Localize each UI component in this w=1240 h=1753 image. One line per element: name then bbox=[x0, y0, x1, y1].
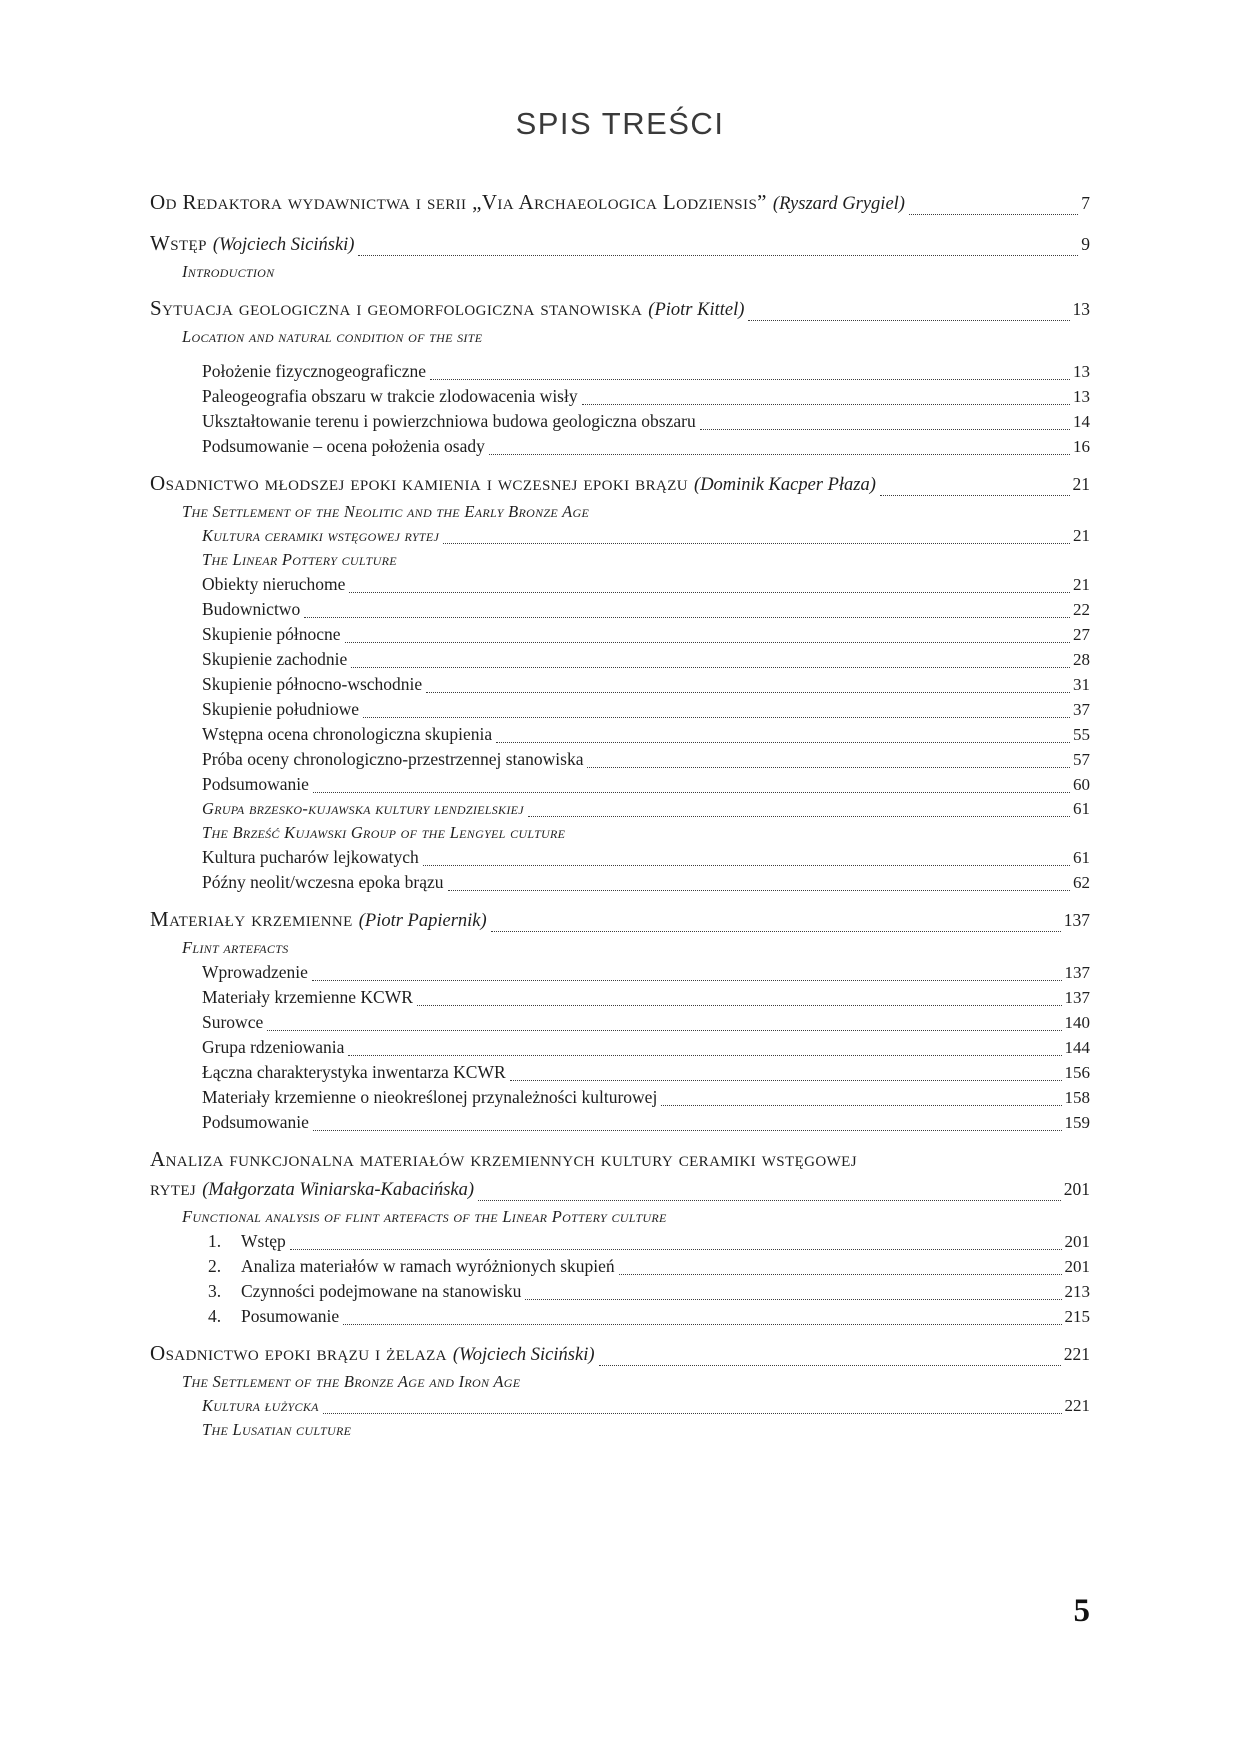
toc-entry-page: 55 bbox=[1073, 725, 1090, 744]
toc-entry-title: Analiza funkcjonalna materiałów krzemiennych kultury ceramiki wstęgowej bbox=[150, 1147, 857, 1171]
toc-entry bbox=[150, 870, 1090, 895]
toc-entry bbox=[150, 1304, 1090, 1329]
dot-leader bbox=[582, 404, 1070, 405]
toc-entry-page: 21 bbox=[1073, 526, 1090, 545]
toc-entry bbox=[150, 697, 1090, 722]
toc-entry-author: (Dominik Kacper Płaza) bbox=[694, 475, 876, 495]
dot-leader bbox=[448, 890, 1070, 891]
dot-leader bbox=[426, 692, 1070, 693]
dot-leader bbox=[351, 667, 1070, 668]
dot-leader bbox=[312, 980, 1062, 981]
toc-entry-page: 21 bbox=[1072, 474, 1090, 494]
toc-entry bbox=[150, 1035, 1090, 1060]
toc-entry-page: 213 bbox=[1064, 1282, 1090, 1301]
dot-leader bbox=[528, 816, 1070, 817]
toc-entry-title: Czynności podejmowane na stanowisku bbox=[241, 1281, 522, 1301]
toc-entry-title: Osadnictwo młodszej epoki kamienia i wczesnej epoki brązu bbox=[150, 471, 689, 495]
toc-entry bbox=[150, 722, 1090, 747]
toc-entry-title: Posumowanie bbox=[241, 1306, 340, 1326]
toc-entry-page: 21 bbox=[1073, 575, 1090, 594]
dot-leader bbox=[343, 1324, 1061, 1325]
toc-entry-page: 61 bbox=[1073, 848, 1090, 867]
toc-entry bbox=[150, 797, 1090, 821]
toc-entry bbox=[150, 384, 1090, 409]
toc-entry-page: 201 bbox=[1063, 1179, 1090, 1199]
dot-leader bbox=[304, 617, 1070, 618]
dot-leader bbox=[267, 1030, 1061, 1031]
toc-entry-title: Wstęp bbox=[241, 1231, 286, 1251]
toc-entry bbox=[150, 1229, 1090, 1254]
toc-entry bbox=[150, 905, 1090, 936]
toc-entry-title: Sytuacja geologiczna i geomorfologiczna stanowiska bbox=[150, 296, 643, 320]
toc-entry-title: Wstęp bbox=[150, 231, 207, 255]
toc-entry-page: 14 bbox=[1073, 412, 1090, 431]
dot-leader bbox=[748, 320, 1069, 321]
dot-leader bbox=[430, 379, 1070, 380]
toc-entry-page: 28 bbox=[1073, 650, 1090, 669]
toc-entry-title: Podsumowanie bbox=[202, 1112, 309, 1132]
toc-entry-number: 1. bbox=[208, 1231, 222, 1251]
dot-leader bbox=[443, 543, 1070, 544]
dot-leader bbox=[363, 717, 1070, 718]
toc-entry bbox=[150, 359, 1090, 384]
dot-leader bbox=[417, 1005, 1062, 1006]
toc-entry-page: 13 bbox=[1072, 299, 1090, 319]
dot-leader bbox=[496, 742, 1070, 743]
toc-entry bbox=[150, 1110, 1090, 1135]
toc-entry-title: Wprowadzenie bbox=[202, 962, 308, 982]
toc-entry-page: 7 bbox=[1081, 193, 1090, 213]
toc-entry-title: The Settlement of the Neolitic and the Early Bronze Age bbox=[182, 502, 590, 521]
toc-entry-title: Flint artefacts bbox=[182, 938, 289, 957]
toc-entry-page: 61 bbox=[1073, 799, 1090, 818]
toc-entry-title: Wstępna ocena chronologiczna skupienia bbox=[202, 724, 493, 744]
toc-entry-page: 9 bbox=[1081, 234, 1090, 254]
toc-entry bbox=[150, 409, 1090, 434]
toc-entry-page: 62 bbox=[1073, 873, 1090, 892]
toc-entry bbox=[150, 845, 1090, 870]
toc-entry-page: 144 bbox=[1064, 1038, 1090, 1057]
toc-entry-page: 13 bbox=[1073, 362, 1090, 381]
toc-entry-title: Położenie fizycznogeograficzne bbox=[202, 361, 426, 381]
toc-entry-title: Analiza materiałów w ramach wyróżnionych skupień bbox=[241, 1256, 615, 1276]
toc-entry-title: Próba oceny chronologiczno-przestrzennej stanowiska bbox=[202, 749, 584, 769]
toc-entry-title: The Lusatian culture bbox=[202, 1420, 352, 1439]
toc-entry-page: 201 bbox=[1064, 1232, 1090, 1251]
page-title: SPIS TREŚCI bbox=[515, 106, 725, 141]
dot-leader bbox=[313, 792, 1070, 793]
toc-entry-title: Introduction bbox=[182, 262, 275, 281]
toc-entry-author: (Piotr Kittel) bbox=[648, 300, 745, 320]
toc-entry-page: 140 bbox=[1064, 1013, 1090, 1032]
dot-leader bbox=[423, 865, 1070, 866]
dot-leader bbox=[349, 592, 1070, 593]
toc-entry-title: rytej bbox=[150, 1176, 197, 1200]
toc-entry bbox=[150, 1279, 1090, 1304]
dot-leader bbox=[700, 429, 1070, 430]
toc-entry bbox=[150, 1010, 1090, 1035]
dot-leader bbox=[323, 1413, 1062, 1414]
toc-entry-page: 57 bbox=[1073, 750, 1090, 769]
toc-entry-page: 22 bbox=[1073, 600, 1090, 619]
toc-entry-page: 215 bbox=[1064, 1307, 1090, 1326]
dot-leader bbox=[348, 1055, 1061, 1056]
toc-entry-title: The Settlement of the Bronze Age and Iron Age bbox=[182, 1372, 521, 1391]
toc-entry-title: Późny neolit/wczesna epoka brązu bbox=[202, 872, 444, 892]
toc-entry-page: 158 bbox=[1064, 1088, 1090, 1107]
dot-leader bbox=[909, 214, 1078, 215]
toc-entry bbox=[150, 597, 1090, 622]
toc-entry bbox=[150, 500, 1090, 524]
toc-entry-page: 31 bbox=[1073, 675, 1090, 694]
toc-entry bbox=[150, 548, 1090, 572]
toc-entry-page: 137 bbox=[1064, 988, 1090, 1007]
toc-entry-title: Skupienie zachodnie bbox=[202, 649, 348, 669]
toc-entry bbox=[150, 1145, 1090, 1174]
dot-leader bbox=[599, 1365, 1061, 1366]
toc-entry bbox=[150, 622, 1090, 647]
dot-leader bbox=[489, 454, 1070, 455]
toc-entry-page: 60 bbox=[1073, 775, 1090, 794]
dot-leader bbox=[587, 767, 1070, 768]
toc-entry-title: The Brześć Kujawski Group of the Lengyel culture bbox=[202, 823, 566, 842]
toc-entry bbox=[150, 1418, 1090, 1442]
toc-entry-title: Kultura ceramiki wstęgowej rytej bbox=[202, 526, 440, 545]
dot-leader bbox=[313, 1130, 1062, 1131]
dot-leader bbox=[478, 1200, 1061, 1201]
toc-entry-page: 27 bbox=[1073, 625, 1090, 644]
toc-entry-title: Od Redaktora wydawnictwa i serii „Via Archaeologica Lodziensis” bbox=[150, 190, 767, 214]
toc-entry-page: 221 bbox=[1064, 1396, 1090, 1415]
dot-leader bbox=[619, 1274, 1062, 1275]
toc-entry bbox=[150, 821, 1090, 845]
toc-entry bbox=[150, 1060, 1090, 1085]
toc-entry-page: 13 bbox=[1073, 387, 1090, 406]
toc-entry-title: Surowce bbox=[202, 1012, 264, 1032]
toc-entry bbox=[150, 985, 1090, 1010]
toc-entry bbox=[150, 524, 1090, 548]
toc-entry-title: Skupienie północne bbox=[202, 624, 341, 644]
toc-entry-number: 4. bbox=[208, 1306, 222, 1326]
toc-entry bbox=[150, 1370, 1090, 1394]
toc-entry-title: Kultura łużycka bbox=[202, 1396, 319, 1415]
dot-leader bbox=[510, 1080, 1062, 1081]
toc-entry-number: 2. bbox=[208, 1256, 222, 1276]
toc-entry-title: Materiały krzemienne o nieokreślonej przynależności kulturowej bbox=[202, 1087, 658, 1107]
toc-entry bbox=[150, 1205, 1090, 1229]
toc-entry bbox=[150, 672, 1090, 697]
toc-entry-title: Materiały krzemienne KCWR bbox=[202, 987, 413, 1007]
toc-entry-number: 3. bbox=[208, 1281, 222, 1301]
toc-entry bbox=[150, 960, 1090, 985]
toc-entry-author: (Małgorzata Winiarska-Kabacińska) bbox=[202, 1180, 475, 1200]
toc-entry-title: Grupa brzesko-kujawska kultury lendzielskiej bbox=[202, 799, 524, 818]
toc-entry-title: Grupa rdzeniowania bbox=[202, 1037, 345, 1057]
toc-entry bbox=[150, 294, 1090, 325]
toc-entry-page: 221 bbox=[1063, 1344, 1090, 1364]
dot-leader bbox=[491, 931, 1061, 932]
toc-entry bbox=[150, 1174, 1090, 1205]
toc-entry-title: Obiekty nieruchome bbox=[202, 574, 346, 594]
toc-entry-title: Kultura pucharów lejkowatych bbox=[202, 847, 419, 867]
toc-entry-title: Ukształtowanie terenu i powierzchniowa budowa geologiczna obszaru bbox=[202, 411, 696, 431]
toc-entry-author: (Ryszard Grygiel) bbox=[772, 194, 905, 214]
toc-entry bbox=[150, 772, 1090, 797]
toc-entry-title: Materiały krzemienne bbox=[150, 907, 353, 931]
toc-entry bbox=[150, 936, 1090, 960]
toc-entry-page: 159 bbox=[1064, 1113, 1090, 1132]
toc-entry-title: Paleogeografia obszaru w trakcie zlodowacenia wisły bbox=[202, 386, 578, 406]
toc-entry bbox=[150, 1394, 1090, 1418]
dot-leader bbox=[358, 255, 1078, 256]
dot-leader bbox=[345, 642, 1070, 643]
toc-entry-title: Łączna charakterystyka inwentarza KCWR bbox=[202, 1062, 506, 1082]
toc-entry bbox=[150, 747, 1090, 772]
toc-entry-page: 201 bbox=[1064, 1257, 1090, 1276]
toc-entry-title: Functional analysis of flint artefacts of the Linear Pottery culture bbox=[182, 1207, 667, 1226]
toc-entry-page: 137 bbox=[1063, 910, 1090, 930]
toc-entry-title: Skupienie północno-wschodnie bbox=[202, 674, 423, 694]
toc-entry bbox=[150, 188, 1090, 219]
toc-entry-page: 16 bbox=[1073, 437, 1090, 456]
toc-entry-title: Podsumowanie bbox=[202, 774, 309, 794]
toc-entry-title: Podsumowanie – ocena położenia osady bbox=[202, 436, 485, 456]
toc-entry bbox=[150, 434, 1090, 459]
toc-entry bbox=[150, 647, 1090, 672]
toc-entry bbox=[150, 1339, 1090, 1370]
toc-entry-author: (Wojciech Siciński) bbox=[452, 1345, 595, 1365]
toc-entry-page: 156 bbox=[1064, 1063, 1090, 1082]
dot-leader bbox=[880, 495, 1070, 496]
toc-entry bbox=[150, 572, 1090, 597]
toc-entry-title: Budownictwo bbox=[202, 599, 301, 619]
page-number: 5 bbox=[1073, 1593, 1090, 1629]
toc-entry-author: (Piotr Papiernik) bbox=[358, 911, 487, 931]
toc-entry-page: 137 bbox=[1064, 963, 1090, 982]
toc-entry-title: Location and natural condition of the site bbox=[182, 327, 483, 346]
toc-entry bbox=[150, 1085, 1090, 1110]
toc-entry-author: (Wojciech Siciński) bbox=[212, 235, 355, 255]
toc-entry-title: Skupienie południowe bbox=[202, 699, 359, 719]
toc-entry bbox=[150, 1254, 1090, 1279]
toc-entry-title: The Linear Pottery culture bbox=[202, 550, 397, 569]
toc-entry bbox=[150, 325, 1090, 349]
toc-entry bbox=[150, 260, 1090, 284]
toc-entry-page: 37 bbox=[1073, 700, 1090, 719]
table-of-contents bbox=[150, 188, 1090, 1442]
dot-leader bbox=[661, 1105, 1061, 1106]
dot-leader bbox=[525, 1299, 1061, 1300]
toc-entry bbox=[150, 469, 1090, 500]
toc-entry bbox=[150, 229, 1090, 260]
toc-entry-title: Osadnictwo epoki brązu i żelaza bbox=[150, 1341, 447, 1365]
dot-leader bbox=[290, 1249, 1062, 1250]
